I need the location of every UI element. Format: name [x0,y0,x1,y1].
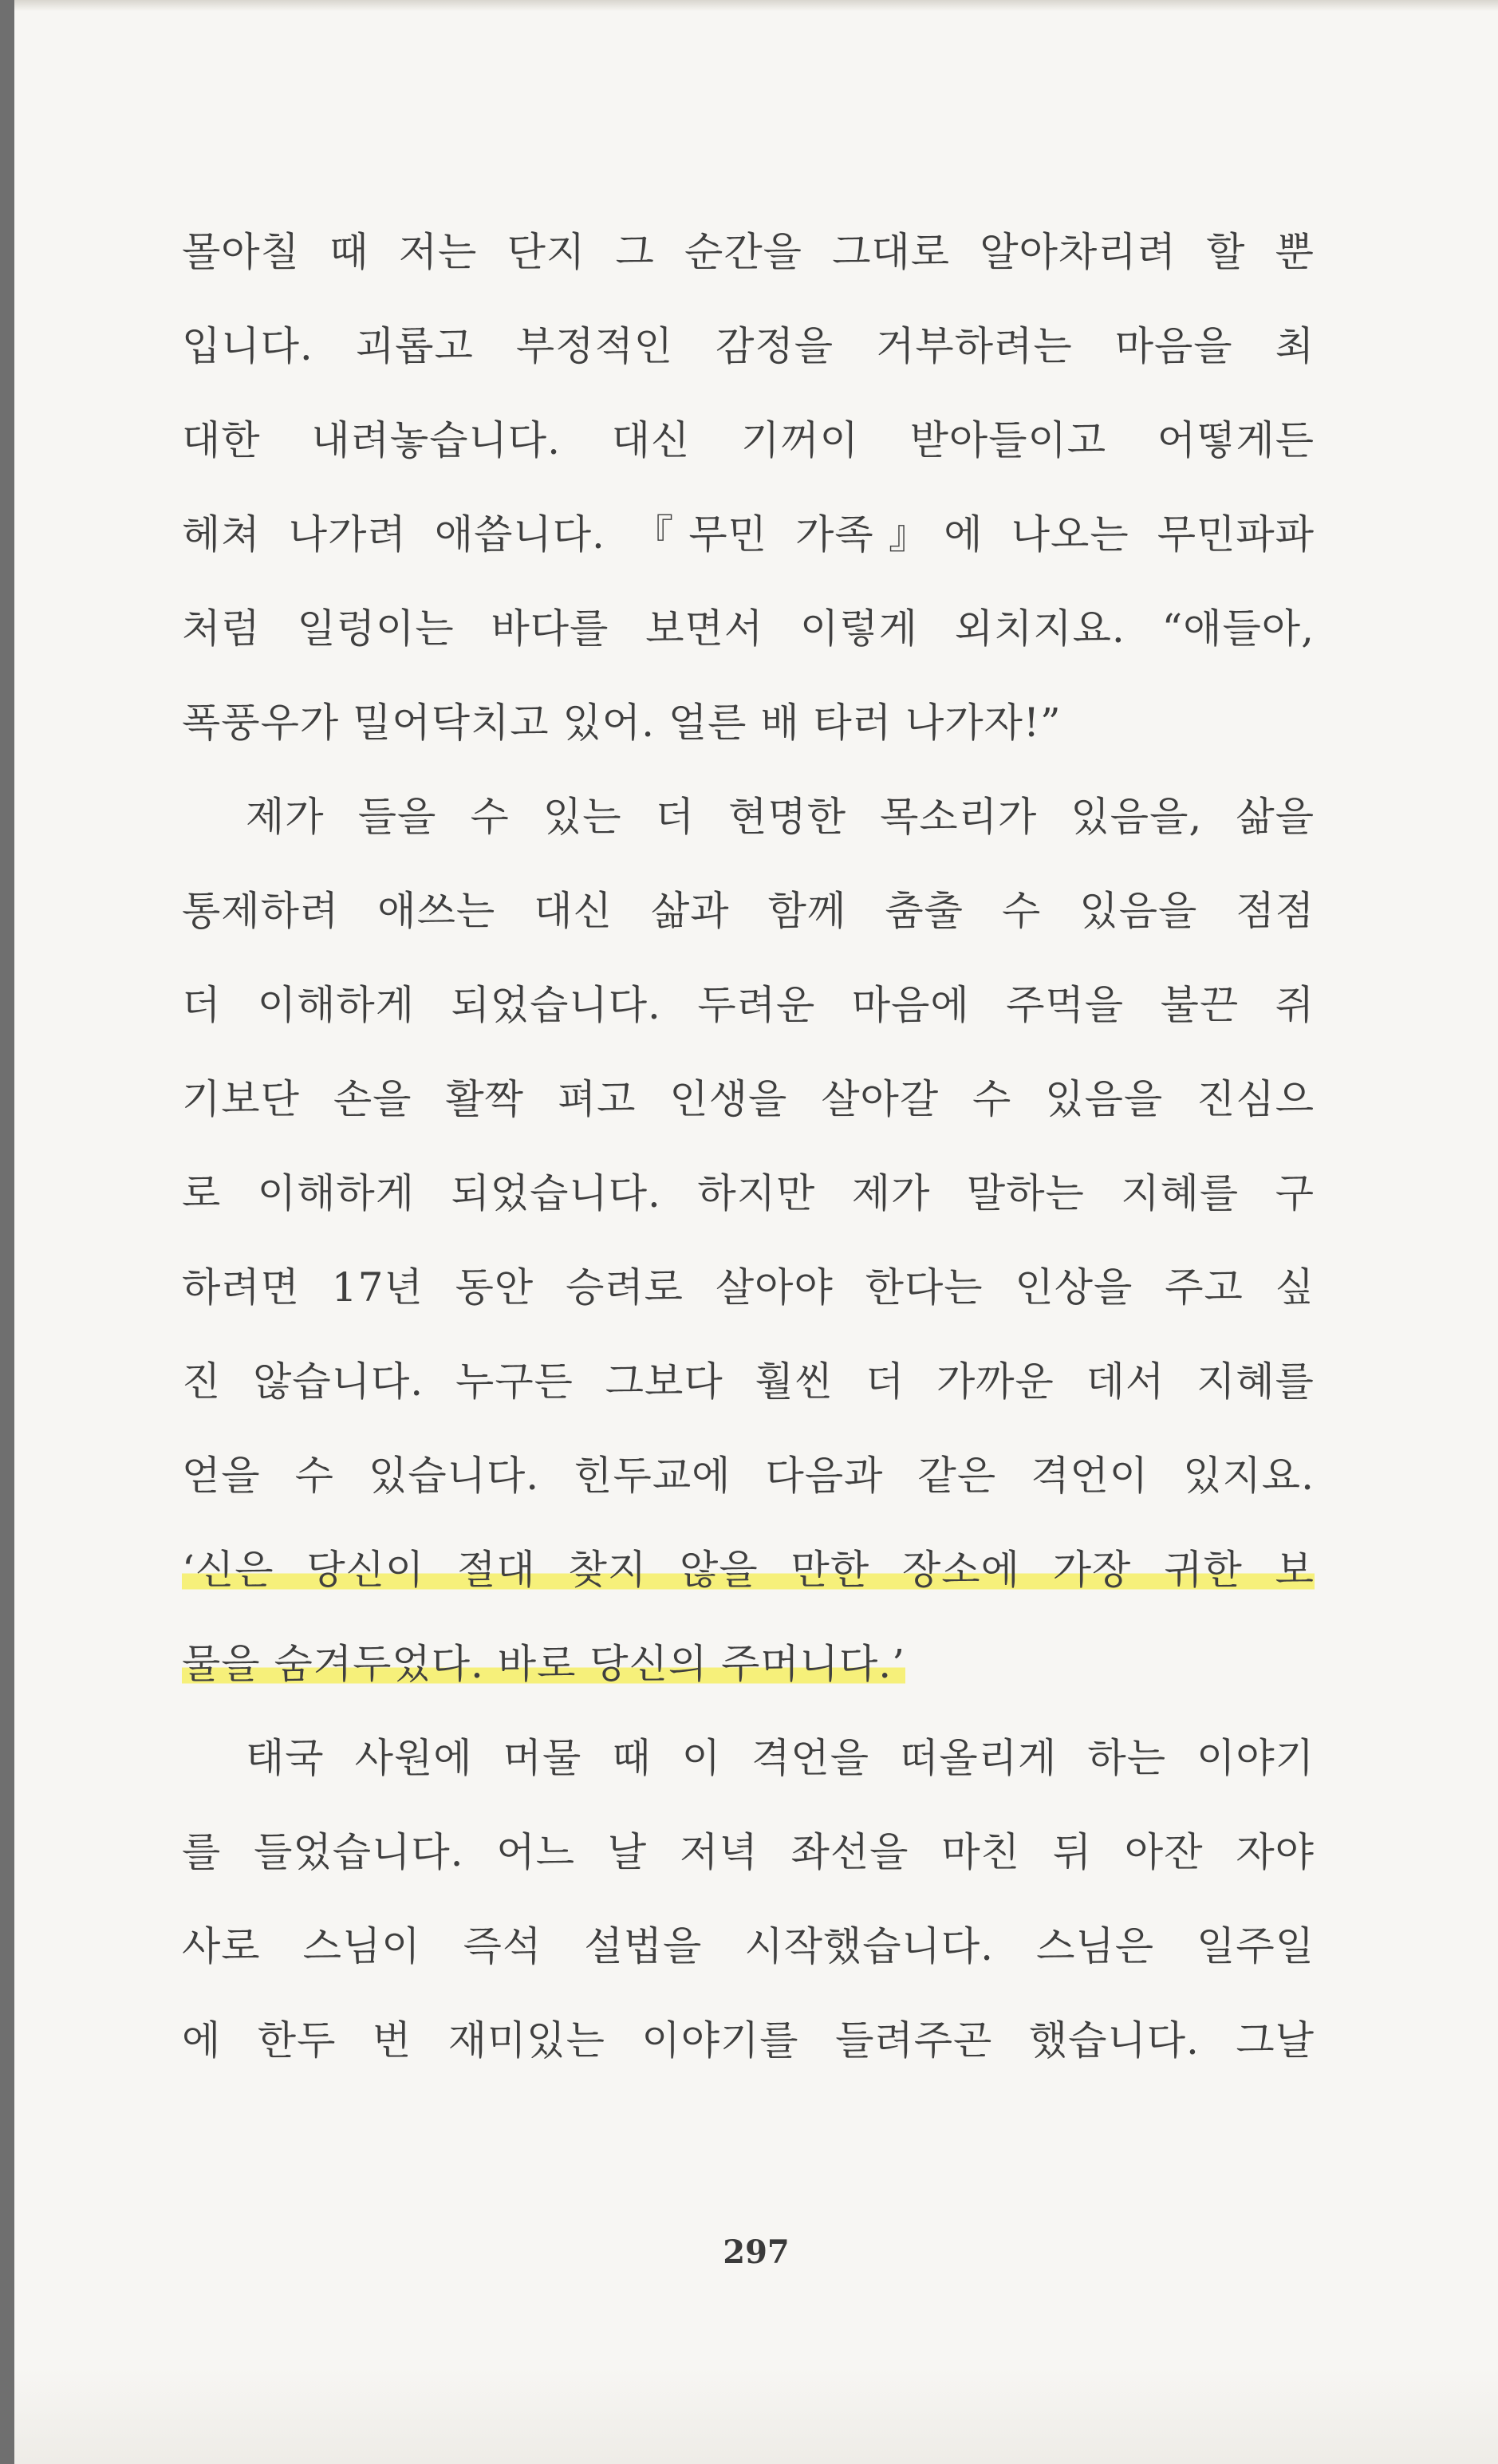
page-number: 297 [723,2233,790,2271]
text-line: 로 이해하게 되었습니다. 하지만 제가 말하는 지혜를 구 [182,1170,1315,1216]
page-bottom-shade [14,2368,1498,2464]
text-line: 처럼 일렁이는 바다를 보면서 이렇게 외치지요. “애들아, [182,605,1315,652]
highlighted-quote-line [182,1530,1315,1624]
text-line: 폭풍우가 밀어닥치고 있어. 얼른 배 타러 나가자!” [182,700,1062,746]
text-line: 헤쳐 나가려 애씁니다. 『무민 가족』에 나오는 무민파파 [182,511,1315,558]
text-line: 몰아칠 때 저는 단지 그 순간을 그대로 알아차리려 할 뿐 [182,229,1315,275]
text-line: 사로 스님이 즉석 설법을 시작했습니다. 스님은 일주일 [182,1923,1315,1969]
text-line-paragraph-start: 제가 들을 수 있는 더 현명한 목소리가 있음을, 삶을 [246,794,1315,840]
text-line: 대한 내려놓습니다. 대신 기꺼이 받아들이고 어떻게든 [182,417,1315,463]
text-line: 에 한두 번 재미있는 이야기를 들려주곤 했습니다. 그날 [182,2017,1315,2064]
page-top-edge [14,0,1498,11]
body-text [182,212,1315,2095]
text-line-paragraph-start: 태국 사원에 머물 때 이 격언을 떠올리게 하는 이야기 [246,1735,1315,1781]
text-line: 진 않습니다. 누구든 그보다 훨씬 더 가까운 데서 지혜를 [182,1358,1315,1405]
highlight-mark: ‘신은 당신이 절대 찾지 않을 만한 장소에 가장 귀한 보 [182,1547,1315,1593]
text-line: 를 들었습니다. 어느 날 저녁 좌선을 마친 뒤 아잔 자야 [182,1829,1315,1875]
text-line: 기보단 손을 활짝 펴고 인생을 살아갈 수 있음을 진심으 [182,1076,1315,1122]
text-line: 통제하려 애쓰는 대신 삶과 함께 춤출 수 있음을 점점 [182,888,1315,934]
text-line: 더 이해하게 되었습니다. 두려운 마음에 주먹을 불끈 쥐 [182,982,1315,1028]
book-page [14,0,1498,2464]
text-line: 얻을 수 있습니다. 힌두교에 다음과 같은 격언이 있지요. [182,1453,1315,1499]
text-line: 입니다. 괴롭고 부정적인 감정을 거부하려는 마음을 최 [182,323,1315,369]
highlight-mark: 물을 숨겨두었다. 바로 당신의 주머니다.’ [182,1641,906,1687]
text-line: 하려면 17년 동안 승려로 살아야 한다는 인상을 주고 싶 [182,1264,1315,1311]
highlighted-quote-line [182,1624,1315,1718]
